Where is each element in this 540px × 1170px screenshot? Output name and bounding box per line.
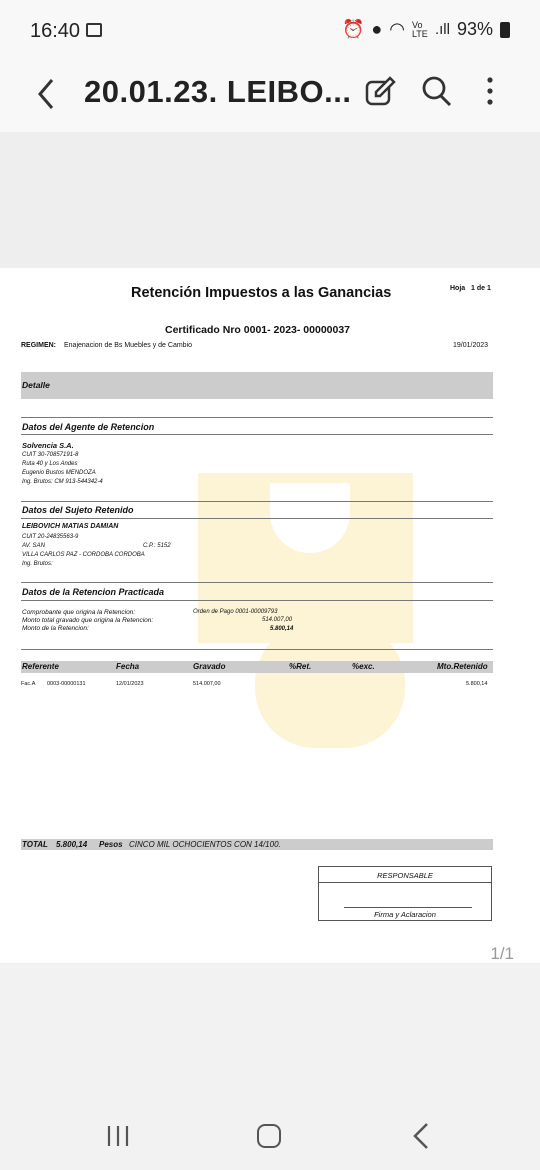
comprobante-value: Orden de Pago 0001-00009793 <box>193 609 278 615</box>
document-title: 20.01.23. LEIBO... <box>84 74 352 109</box>
divider <box>21 518 493 519</box>
table-header-fecha: Fecha <box>116 662 140 671</box>
watermark-logo-circle <box>255 623 405 748</box>
total-label: TOTAL <box>22 840 48 849</box>
table-header-referente: Referente <box>22 662 59 671</box>
search-icon[interactable] <box>420 74 454 110</box>
more-options-icon[interactable] <box>478 74 502 110</box>
table-header-retenido: Mto.Retenido <box>437 662 488 671</box>
document-page[interactable] <box>0 268 540 963</box>
table-row-numero: 0003-00000131 <box>47 681 86 687</box>
home-icon[interactable] <box>257 1124 281 1148</box>
app-bar <box>0 62 540 132</box>
status-bar <box>0 0 540 62</box>
monto-gravado-value: 514.007,00 <box>262 617 293 623</box>
status-icons <box>342 19 510 40</box>
table-row-fecha: 12/01/2023 <box>116 681 144 687</box>
sujeto-name: LEIBOVICH MATIAS DAMIAN <box>22 523 119 530</box>
divider <box>21 600 493 601</box>
alarm-icon: ⏰ <box>341 19 365 39</box>
divider <box>21 434 493 435</box>
table-header-band <box>21 661 493 673</box>
table-header-gravado: Gravado <box>193 662 226 671</box>
wifi-icon: ◠ <box>389 19 405 39</box>
sujeto-address: AV. SAN <box>22 543 45 549</box>
agente-address: Ruta 40 y Los Andes <box>22 461 78 467</box>
detalle-heading: Detalle <box>22 380 50 390</box>
divider <box>21 501 493 502</box>
certificate-number: Certificado Nro 0001- 2023- 00000037 <box>165 324 351 336</box>
table-row-gravado: 514.007,00 <box>193 681 221 687</box>
battery-icon <box>500 22 510 38</box>
document-heading: Retención Impuestos a las Ganancias <box>131 285 392 301</box>
recent-apps-icon[interactable] <box>106 1125 130 1147</box>
battery-level: 93% <box>456 19 493 39</box>
sujeto-cp: C.P.: 5152 <box>143 543 171 549</box>
signature-box <box>318 866 492 921</box>
agente-name: Solvencia S.A. <box>22 441 74 450</box>
sujeto-heading: Datos del Sujeto Retenido <box>22 505 134 515</box>
total-currency: Pesos <box>99 840 123 849</box>
retencion-heading: Datos de la Retencion Practicada <box>22 587 165 597</box>
back-arrow-icon[interactable] <box>30 74 64 114</box>
signature-caption: Firma y Aclaracion <box>374 910 436 919</box>
agente-contact: Eugenio Bustos MENDOZA <box>22 470 96 476</box>
divider <box>21 649 493 650</box>
gallery-notification-icon <box>86 23 102 37</box>
location-icon: ● <box>371 19 383 39</box>
page-label: Hoja <box>450 285 466 292</box>
total-words: CINCO MIL OCHOCIENTOS CON 14/100. <box>129 840 281 849</box>
signal-icon: .ıll <box>434 21 450 38</box>
regimen-label: REGIMEN: <box>21 342 56 349</box>
signature-title: RESPONSABLE <box>377 871 433 880</box>
edit-icon[interactable] <box>362 74 396 110</box>
total-amount: 5.800,14 <box>56 840 88 849</box>
table-header-ret: %Ret. <box>289 662 312 671</box>
status-time: 16:40 <box>30 20 81 42</box>
divider <box>21 417 493 418</box>
sujeto-city: VILLA CARLOS PAZ - CORDOBA CORDOBA <box>22 552 145 558</box>
comprobante-label: Comprobante que origina la Retencion: <box>22 609 136 616</box>
detalle-band <box>21 372 493 399</box>
agente-heading: Datos del Agente de Retencion <box>22 422 155 432</box>
page-indicator: 1/1 <box>490 944 514 963</box>
table-header-exc: %exc. <box>352 662 375 671</box>
volte-label: Vo LTE <box>411 19 428 39</box>
table-row-tipo: Fac.A <box>21 681 36 687</box>
agente-ing-brutos: Ing. Brutos: CM 913-544342-4 <box>22 479 103 485</box>
document-date: 19/01/2023 <box>453 342 489 349</box>
divider <box>21 582 493 583</box>
agente-cuit: CUIT 30-70857191-8 <box>22 452 79 458</box>
monto-retencion-label: Monto de la Retencion: <box>22 625 89 632</box>
page-value: 1 de 1 <box>471 285 491 292</box>
sujeto-ing-brutos: Ing. Brutos: <box>22 561 53 567</box>
monto-retencion-value: 5.800,14 <box>270 626 294 632</box>
table-row-retenido: 5.800,14 <box>466 681 488 687</box>
nav-back-icon[interactable] <box>412 1122 430 1150</box>
sujeto-cuit: CUIT 20-24835563-9 <box>22 534 79 540</box>
monto-gravado-label: Monto total gravado que origina la Retencion: <box>22 617 154 624</box>
regimen-value: Enajenacion de Bs Muebles y de Cambio <box>64 342 193 349</box>
